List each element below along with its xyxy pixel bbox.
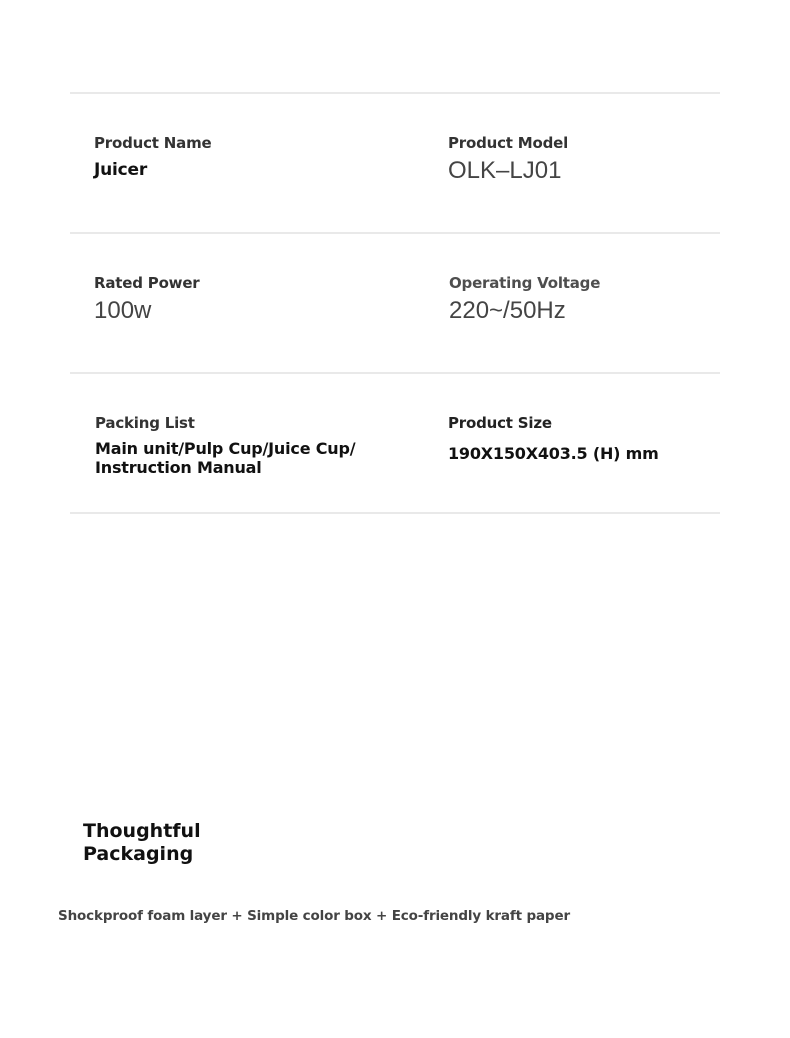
spec-label: Packing List xyxy=(95,414,195,432)
divider xyxy=(70,232,720,234)
packaging-title-line: Thoughtful xyxy=(83,820,201,842)
spec-value: 190X150X403.5 (H) mm xyxy=(448,444,659,463)
spec-value: Juicer xyxy=(94,160,148,180)
spec-label: Product Name xyxy=(94,134,212,152)
spec-value-line: Main unit/Pulp Cup/Juice Cup/ xyxy=(95,439,356,458)
spec-rated-power xyxy=(94,274,200,325)
spec-label: Rated Power xyxy=(94,274,200,292)
divider xyxy=(70,372,720,374)
spec-value: 100w xyxy=(94,297,152,324)
spec-value: 220~/50Hz xyxy=(449,297,566,324)
divider xyxy=(70,92,720,94)
spec-product-model xyxy=(448,134,568,185)
packaging-title xyxy=(83,820,283,866)
spec-label: Product Model xyxy=(448,134,569,152)
spec-operating-voltage xyxy=(449,274,600,325)
spec-product-size xyxy=(448,414,659,463)
spec-value-line: Instruction Manual xyxy=(95,458,262,477)
packaging-title-line: Packaging xyxy=(83,843,194,865)
spec-value: OLK–LJ01 xyxy=(448,157,562,184)
spec-packing-list xyxy=(95,414,355,477)
spec-label: Product Size xyxy=(448,414,552,432)
packaging-description: Shockproof foam layer + Simple color box + Eco-friendly kraft paper xyxy=(58,908,570,924)
spec-label: Operating Voltage xyxy=(449,274,601,292)
divider xyxy=(70,512,720,514)
spec-product-name xyxy=(94,134,211,180)
